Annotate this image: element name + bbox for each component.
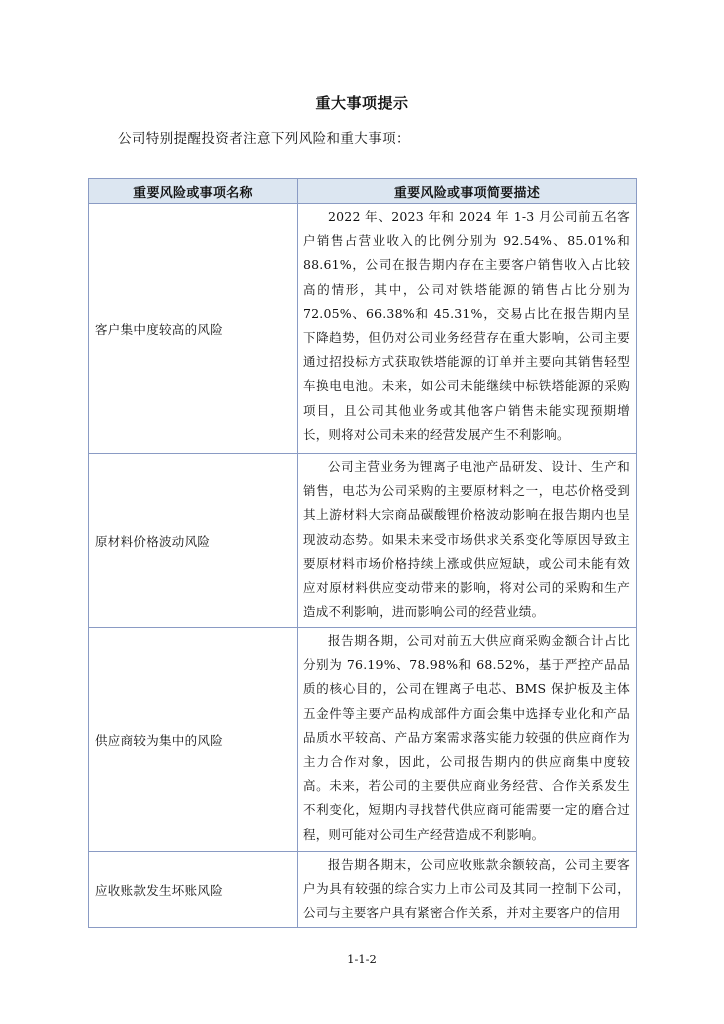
- risk-description-cell: [298, 852, 637, 928]
- risk-description: 报告期各期末，公司应收账款余额较高，公司主要客户为具有较强的综合实力上市公司及其同一控制下公司，公司与主要客户具有紧密合作关系，并对主要客户的信用: [303, 857, 630, 921]
- risk-name: 原材料价格波动风险: [89, 454, 298, 628]
- risk-description: 公司主营业务为锂离子电池产品研发、设计、生产和销售，电芯为公司采购的主要原材料之一，电芯价格受到其上游材料大宗商品碳酸锂价格波动影响在报告期内也呈现波动态势。如果未来受市场供求关系变化等原因导致主要原材料市场价格持续上涨或供应短缺，或公司未能有效应对原材料供应变动带来的影响，将对公司的采购和生产造成不利影响，进而影响公司的经营业绩。: [303, 459, 630, 620]
- risk-description-cell: [298, 204, 637, 454]
- risk-name: 供应商较为集中的风险: [89, 628, 298, 852]
- table-header-row: [89, 179, 637, 204]
- document-title: 重大事项提示: [315, 94, 409, 112]
- header-risk-name: 重要风险或事项名称: [89, 179, 298, 204]
- risk-name: 客户集中度较高的风险: [89, 204, 298, 454]
- risk-description-cell: [298, 454, 637, 628]
- table-row: [89, 454, 637, 628]
- risk-description: 报告期各期，公司对前五大供应商采购金额合计占比分别为 76.19%、78.98%和 68.52%，基于严控产品品质的核心目的，公司在锂离子电芯、BMS 保护板及主体五金件等主要产品构成部件方面会集中选择专业化和产品品质水平较高、产品方案需求落实能力较强的供应商作为主力合作对象，因此，公司报告期内的供应商集中度较高。未来，若公司的主要供应商业务经营、合作关系发生不利变化，短期内寻找替代供应商可能需要一定的磨合过程，则可能对公司生产经营造成不利影响。: [303, 633, 630, 842]
- header-risk-description: 重要风险或事项简要描述: [298, 179, 637, 204]
- intro-text: 公司特别提醒投资者注意下列风险和重大事项：: [118, 131, 410, 147]
- table-row: [89, 628, 637, 852]
- risk-description-cell: [298, 628, 637, 852]
- risk-table: [88, 178, 637, 928]
- table-row: [89, 204, 637, 454]
- table-row: [89, 852, 637, 928]
- risk-name: 应收账款发生坏账风险: [89, 852, 298, 928]
- risk-description: 2022 年、2023 年和 2024 年 1-3 月公司前五名客户销售占营业收入的比例分别为 92.54%、85.01%和 88.61%，公司在报告期内存在主要客户销售收入占比较高的情形，其中，公司对铁塔能源的销售占比分别为 72.05%、66.38%和 45.31%，交易占比在报告期内呈下降趋势，但仍对公司业务经营存在重大影响，公司主要通过招投标方式获取铁塔能源的订单并主要向其销售轻型车换电电池。未来，如公司未能继续中标铁塔能源的采购项目，且公司其他业务或其他客户销售未能实现预期增长，则将对公司未来的经营发展产生不利影响。: [303, 209, 630, 442]
- page-number: 1-1-2: [347, 952, 377, 966]
